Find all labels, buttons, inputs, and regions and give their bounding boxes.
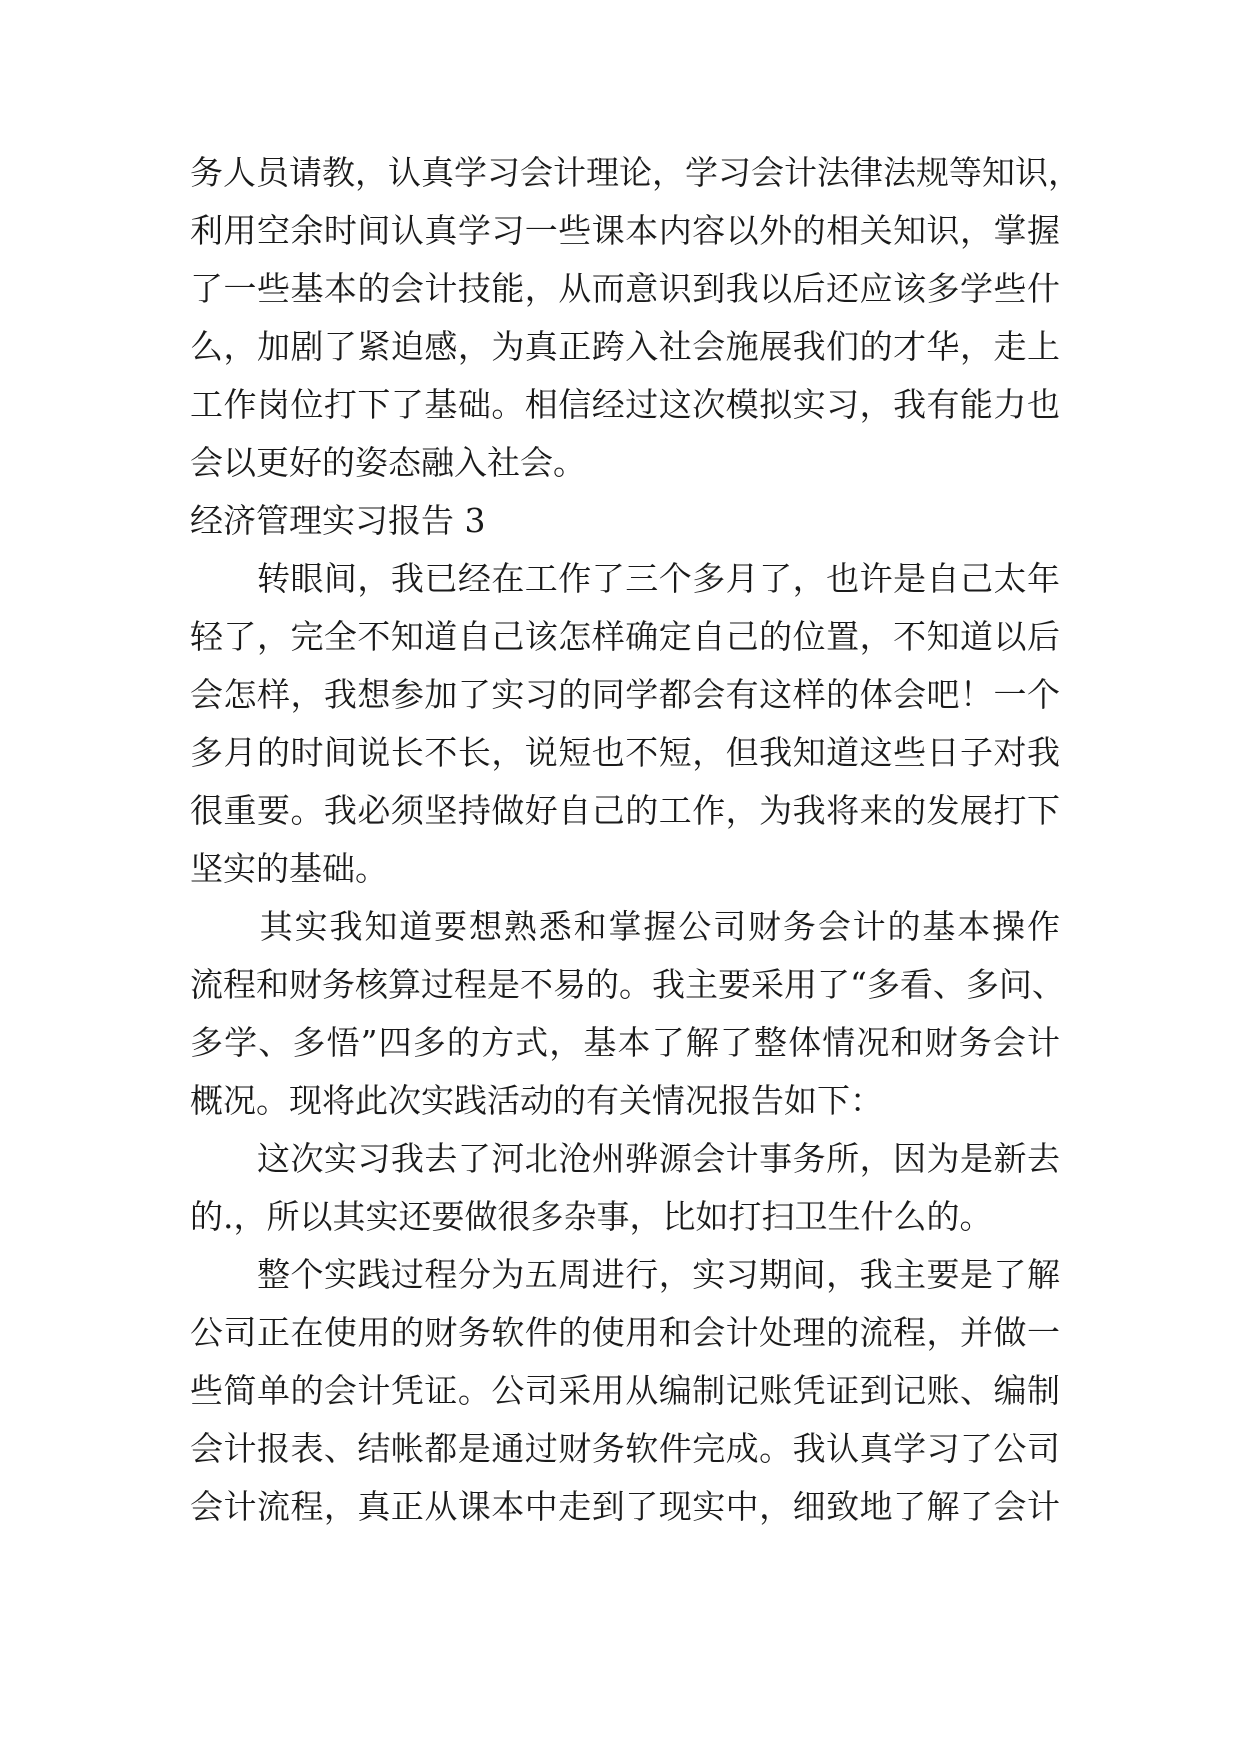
body-text-line: 了一些基本的会计技能，从而意识到我以后还应该多学些什 <box>190 269 1060 308</box>
body-text-line: 会计报表、结帐都是通过财务软件完成。我认真学习了公司 <box>190 1429 1060 1468</box>
body-text-line: 务人员请教，认真学习会计理论，学习会计法律法规等知识， <box>190 153 1081 192</box>
body-text-line: 工作岗位打下了基础。相信经过这次模拟实习，我有能力也 <box>190 385 1060 424</box>
body-text-line: 其实我知道要想熟悉和掌握公司财务会计的基本操作 <box>190 907 1060 946</box>
body-text-line: 些简单的会计凭证。公司采用从编制记账凭证到记账、编制 <box>190 1371 1060 1410</box>
body-text-line: 会计流程，真正从课本中走到了现实中，细致地了解了会计 <box>190 1487 1060 1526</box>
body-text-line: 轻了，完全不知道自己该怎样确定自己的位置，不知道以后 <box>190 617 1060 656</box>
body-text-line: 坚实的基础。 <box>190 849 388 888</box>
body-text-line: 会以更好的姿态融入社会。 <box>190 443 586 482</box>
body-text-line: 利用空余时间认真学习一些课本内容以外的相关知识，掌握 <box>190 211 1060 250</box>
body-text-line: 转眼间，我已经在工作了三个多月了，也许是自己太年 <box>190 559 1060 598</box>
body-text-line: 整个实践过程分为五周进行，实习期间，我主要是了解 <box>190 1255 1060 1294</box>
body-text-line: 这次实习我去了河北沧州骅源会计事务所，因为是新去 <box>190 1139 1060 1178</box>
body-text-line: 公司正在使用的财务软件的使用和会计处理的流程，并做一 <box>190 1313 1060 1352</box>
body-text-line: 很重要。我必须坚持做好自己的工作，为我将来的发展打下 <box>190 791 1060 830</box>
section-heading: 经济管理实习报告 3 <box>190 501 486 540</box>
body-text-line: 流程和财务核算过程是不易的。我主要采用了“多看、多问、 <box>190 965 1065 1004</box>
body-text-line: 么，加剧了紧迫感，为真正跨入社会施展我们的才华，走上 <box>190 327 1060 366</box>
body-text-line: 的.，所以其实还要做很多杂事，比如打扫卫生什么的。 <box>190 1197 993 1236</box>
body-text-line: 多学、多悟”四多的方式，基本了解了整体情况和财务会计 <box>190 1023 1060 1062</box>
body-text-line: 会怎样，我想参加了实习的同学都会有这样的体会吧！一个 <box>190 675 1060 714</box>
body-text-line: 多月的时间说长不长，说短也不短，但我知道这些日子对我 <box>190 733 1060 772</box>
body-text-line: 概况。现将此次实践活动的有关情况报告如下： <box>190 1081 883 1120</box>
